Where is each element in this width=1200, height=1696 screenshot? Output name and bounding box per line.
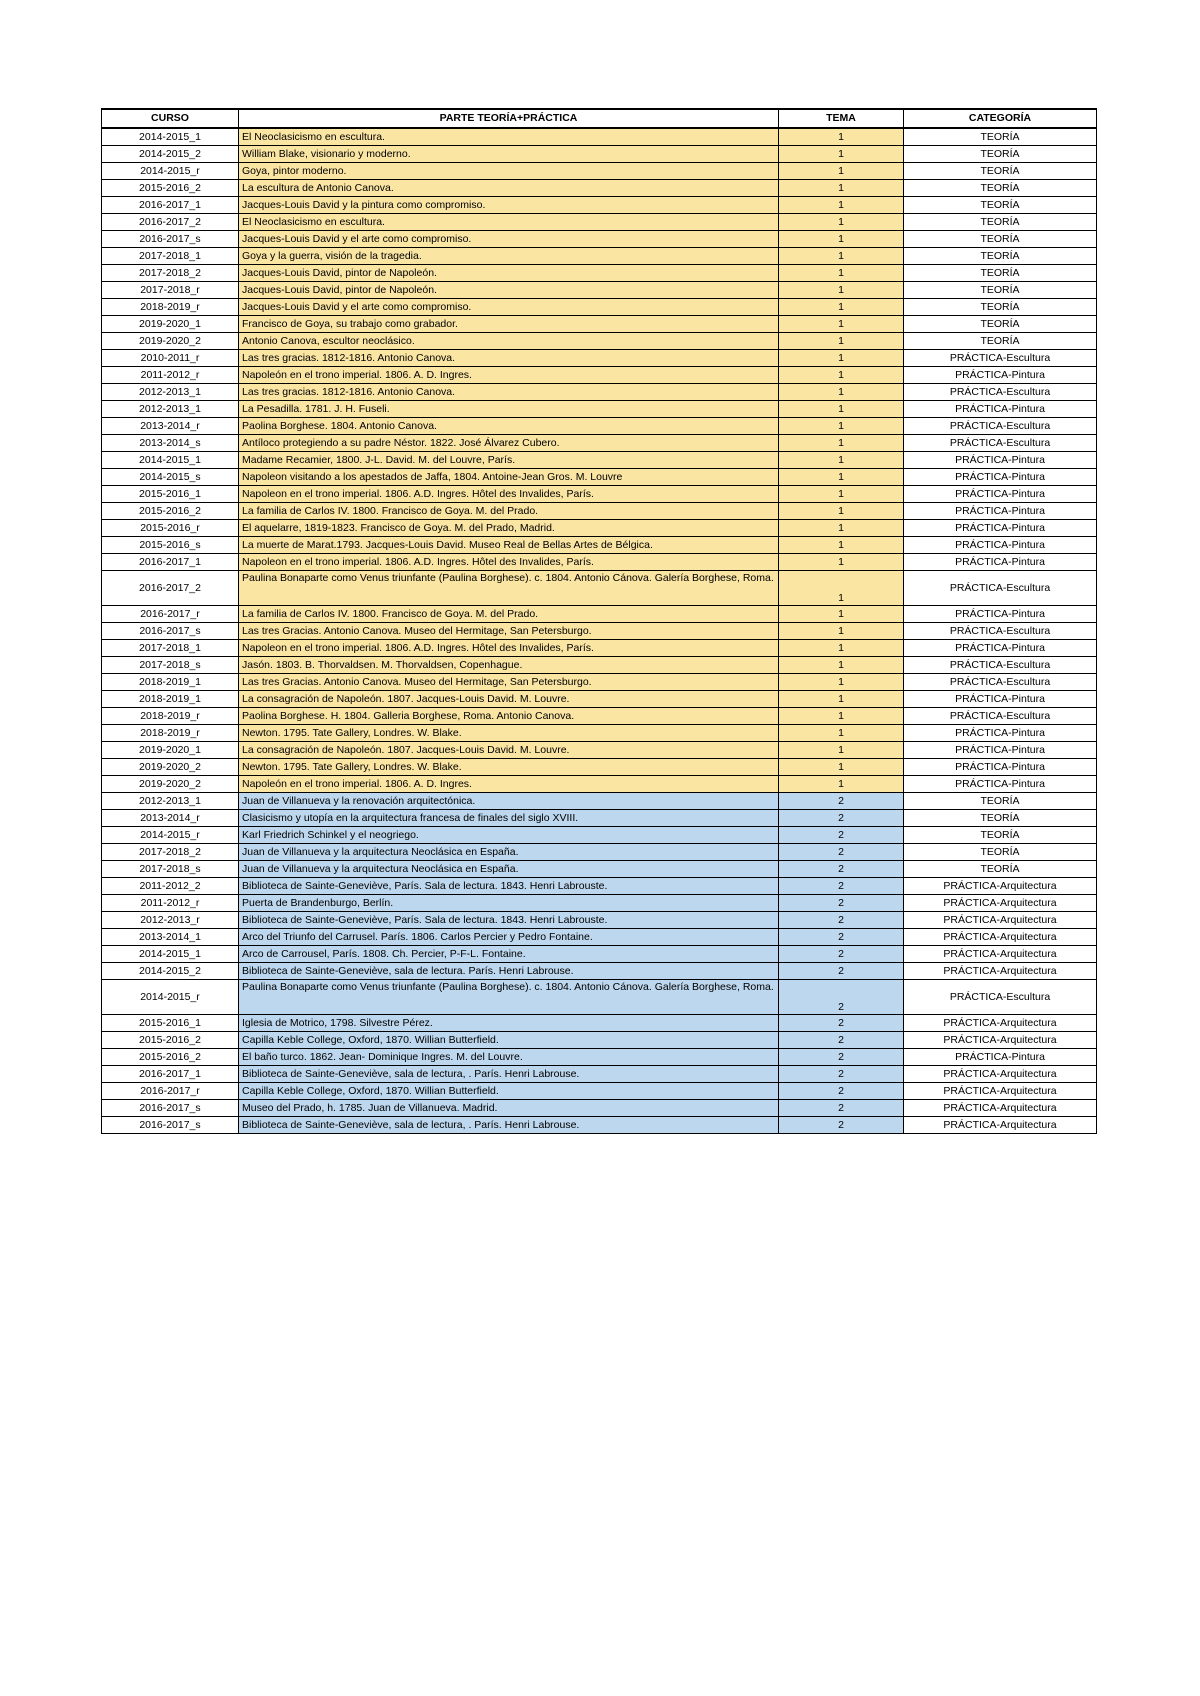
cell-parte: Biblioteca de Sainte-Geneviève, sala de lectura, . París. Henri Labrouse. bbox=[239, 1117, 779, 1134]
cell-tema: 2 bbox=[779, 946, 904, 963]
cell-parte: Jacques-Louis David, pintor de Napoleón. bbox=[239, 282, 779, 299]
cell-curso: 2014-2015_r bbox=[102, 163, 239, 180]
cell-curso: 2017-2018_2 bbox=[102, 844, 239, 861]
cell-categoria: TEORÍA bbox=[904, 248, 1097, 265]
table-row bbox=[102, 742, 1097, 759]
cell-curso: 2014-2015_s bbox=[102, 469, 239, 486]
table-row bbox=[102, 640, 1097, 657]
cell-curso: 2013-2014_1 bbox=[102, 929, 239, 946]
cell-parte: Arco del Triunfo del Carrusel. París. 1806. Carlos Percier y Pedro Fontaine. bbox=[239, 929, 779, 946]
cell-tema: 1 bbox=[779, 435, 904, 452]
cell-parte: La consagración de Napoleón. 1807. Jacques-Louis David. M. Louvre. bbox=[239, 742, 779, 759]
cell-categoria: PRÁCTICA-Arquitectura bbox=[904, 929, 1097, 946]
cell-parte: Las tres Gracias. Antonio Canova. Museo del Hermitage, San Petersburgo. bbox=[239, 674, 779, 691]
cell-parte: Juan de Villanueva y la arquitectura Neoclásica en España. bbox=[239, 861, 779, 878]
cell-categoria: PRÁCTICA-Arquitectura bbox=[904, 878, 1097, 895]
cell-tema: 1 bbox=[779, 486, 904, 503]
cell-tema: 1 bbox=[779, 401, 904, 418]
table-row bbox=[102, 163, 1097, 180]
cell-categoria: PRÁCTICA-Escultura bbox=[904, 384, 1097, 401]
table-row bbox=[102, 1083, 1097, 1100]
cell-categoria: PRÁCTICA-Pintura bbox=[904, 503, 1097, 520]
table-header bbox=[102, 109, 1097, 128]
table-row bbox=[102, 401, 1097, 418]
cell-categoria: TEORÍA bbox=[904, 316, 1097, 333]
cell-tema: 1 bbox=[779, 248, 904, 265]
cell-curso: 2014-2015_1 bbox=[102, 946, 239, 963]
cell-tema: 1 bbox=[779, 452, 904, 469]
cell-curso: 2016-2017_s bbox=[102, 1100, 239, 1117]
cell-curso: 2016-2017_s bbox=[102, 1117, 239, 1134]
cell-parte: La escultura de Antonio Canova. bbox=[239, 180, 779, 197]
cell-categoria: TEORÍA bbox=[904, 793, 1097, 810]
cell-categoria: TEORÍA bbox=[904, 810, 1097, 827]
cell-categoria: TEORÍA bbox=[904, 827, 1097, 844]
cell-parte: Newton. 1795. Tate Gallery, Londres. W. Blake. bbox=[239, 725, 779, 742]
cell-parte: Napoleon en el trono imperial. 1806. A.D. Ingres. Hôtel des Invalides, París. bbox=[239, 640, 779, 657]
spreadsheet-page bbox=[101, 108, 1096, 1134]
cell-tema: 1 bbox=[779, 776, 904, 793]
cell-curso: 2019-2020_2 bbox=[102, 776, 239, 793]
cell-categoria: PRÁCTICA-Escultura bbox=[904, 674, 1097, 691]
cell-curso: 2019-2020_1 bbox=[102, 316, 239, 333]
cell-parte: El Neoclasicismo en escultura. bbox=[239, 214, 779, 231]
table-row bbox=[102, 793, 1097, 810]
cell-categoria: TEORÍA bbox=[904, 299, 1097, 316]
cell-tema: 2 bbox=[779, 861, 904, 878]
cell-curso: 2015-2016_1 bbox=[102, 486, 239, 503]
cell-tema: 2 bbox=[779, 1049, 904, 1066]
cell-categoria: PRÁCTICA-Pintura bbox=[904, 452, 1097, 469]
cell-parte: Karl Friedrich Schinkel y el neogriego. bbox=[239, 827, 779, 844]
cell-curso: 2016-2017_2 bbox=[102, 214, 239, 231]
cell-curso: 2016-2017_s bbox=[102, 231, 239, 248]
cell-curso: 2018-2019_r bbox=[102, 299, 239, 316]
table-row bbox=[102, 384, 1097, 401]
cell-tema: 2 bbox=[779, 1083, 904, 1100]
cell-curso: 2018-2019_r bbox=[102, 725, 239, 742]
cell-curso: 2011-2012_r bbox=[102, 895, 239, 912]
cell-parte: Capilla Keble College, Oxford, 1870. Willian Butterfield. bbox=[239, 1032, 779, 1049]
table-row bbox=[102, 197, 1097, 214]
cell-parte: Jacques-Louis David, pintor de Napoleón. bbox=[239, 265, 779, 282]
table-row bbox=[102, 980, 1097, 1015]
cell-curso: 2019-2020_1 bbox=[102, 742, 239, 759]
cell-parte: William Blake, visionario y moderno. bbox=[239, 146, 779, 163]
cell-tema: 1 bbox=[779, 657, 904, 674]
cell-parte: La muerte de Marat.1793. Jacques-Louis David. Museo Real de Bellas Artes de Bélgica. bbox=[239, 537, 779, 554]
cell-tema: 2 bbox=[779, 912, 904, 929]
cell-categoria: PRÁCTICA-Arquitectura bbox=[904, 895, 1097, 912]
table-row bbox=[102, 265, 1097, 282]
cell-parte: Paolina Borghese. 1804. Antonio Canova. bbox=[239, 418, 779, 435]
table-row bbox=[102, 691, 1097, 708]
cell-categoria: PRÁCTICA-Pintura bbox=[904, 776, 1097, 793]
table-row bbox=[102, 912, 1097, 929]
cell-parte: Capilla Keble College, Oxford, 1870. Willian Butterfield. bbox=[239, 1083, 779, 1100]
cell-tema: 1 bbox=[779, 725, 904, 742]
cell-parte: Goya, pintor moderno. bbox=[239, 163, 779, 180]
cell-parte: Clasicismo y utopía en la arquitectura francesa de finales del siglo XVIII. bbox=[239, 810, 779, 827]
cell-tema: 1 bbox=[779, 674, 904, 691]
cell-categoria: PRÁCTICA-Pintura bbox=[904, 606, 1097, 623]
table-row bbox=[102, 333, 1097, 350]
table-row bbox=[102, 299, 1097, 316]
table-row bbox=[102, 282, 1097, 299]
cell-tema: 1 bbox=[779, 640, 904, 657]
cell-categoria: PRÁCTICA-Arquitectura bbox=[904, 946, 1097, 963]
cell-parte: Napoleon en el trono imperial. 1806. A.D. Ingres. Hôtel des Invalides, París. bbox=[239, 554, 779, 571]
table-row bbox=[102, 708, 1097, 725]
cell-parte: Goya y la guerra, visión de la tragedia. bbox=[239, 248, 779, 265]
cell-curso: 2012-2013_1 bbox=[102, 793, 239, 810]
table-row bbox=[102, 895, 1097, 912]
table-row bbox=[102, 946, 1097, 963]
table-row bbox=[102, 878, 1097, 895]
cell-curso: 2013-2014_r bbox=[102, 810, 239, 827]
cell-parte: Puerta de Brandenburgo, Berlín. bbox=[239, 895, 779, 912]
cell-categoria: TEORÍA bbox=[904, 128, 1097, 146]
cell-curso: 2018-2019_1 bbox=[102, 674, 239, 691]
cell-categoria: PRÁCTICA-Escultura bbox=[904, 708, 1097, 725]
header-categoria: CATEGORÍA bbox=[904, 109, 1097, 128]
cell-tema: 1 bbox=[779, 163, 904, 180]
cell-categoria: TEORÍA bbox=[904, 146, 1097, 163]
cell-categoria: TEORÍA bbox=[904, 197, 1097, 214]
cell-curso: 2014-2015_r bbox=[102, 980, 239, 1015]
cell-curso: 2011-2012_r bbox=[102, 367, 239, 384]
cell-tema: 1 bbox=[779, 708, 904, 725]
cell-parte: La consagración de Napoleón. 1807. Jacques-Louis David. M. Louvre. bbox=[239, 691, 779, 708]
cell-categoria: PRÁCTICA-Pintura bbox=[904, 725, 1097, 742]
cell-categoria: PRÁCTICA-Escultura bbox=[904, 571, 1097, 606]
cell-categoria: PRÁCTICA-Pintura bbox=[904, 759, 1097, 776]
cell-parte: La familia de Carlos IV. 1800. Francisco de Goya. M. del Prado. bbox=[239, 606, 779, 623]
cell-curso: 2014-2015_2 bbox=[102, 963, 239, 980]
cell-curso: 2015-2016_s bbox=[102, 537, 239, 554]
table-row bbox=[102, 623, 1097, 640]
cell-curso: 2011-2012_2 bbox=[102, 878, 239, 895]
cell-curso: 2017-2018_r bbox=[102, 282, 239, 299]
cell-tema: 1 bbox=[779, 537, 904, 554]
table-row bbox=[102, 844, 1097, 861]
cell-tema: 1 bbox=[779, 299, 904, 316]
cell-categoria: PRÁCTICA-Arquitectura bbox=[904, 963, 1097, 980]
cell-tema: 2 bbox=[779, 980, 904, 1015]
cell-categoria: PRÁCTICA-Escultura bbox=[904, 623, 1097, 640]
cell-tema: 1 bbox=[779, 571, 904, 606]
table-row bbox=[102, 486, 1097, 503]
cell-categoria: PRÁCTICA-Pintura bbox=[904, 691, 1097, 708]
cell-parte: Paulina Bonaparte como Venus triunfante (Paulina Borghese). c. 1804. Antonio Cánova. Galería Borghese, Roma. bbox=[239, 571, 779, 606]
cell-categoria: TEORÍA bbox=[904, 180, 1097, 197]
table-row bbox=[102, 606, 1097, 623]
table-row bbox=[102, 537, 1097, 554]
table-row bbox=[102, 146, 1097, 163]
table-row bbox=[102, 827, 1097, 844]
cell-categoria: PRÁCTICA-Arquitectura bbox=[904, 912, 1097, 929]
cell-categoria: TEORÍA bbox=[904, 333, 1097, 350]
cell-categoria: TEORÍA bbox=[904, 231, 1097, 248]
course-table bbox=[101, 108, 1097, 1134]
cell-parte: Napoleon en el trono imperial. 1806. A.D. Ingres. Hôtel des Invalides, París. bbox=[239, 486, 779, 503]
cell-parte: Biblioteca de Sainte-Geneviève, París. Sala de lectura. 1843. Henri Labrouste. bbox=[239, 878, 779, 895]
table-row bbox=[102, 248, 1097, 265]
cell-curso: 2016-2017_2 bbox=[102, 571, 239, 606]
table-row bbox=[102, 1032, 1097, 1049]
table-row bbox=[102, 1066, 1097, 1083]
cell-tema: 2 bbox=[779, 895, 904, 912]
cell-parte: Antonio Canova, escultor neoclásico. bbox=[239, 333, 779, 350]
table-row bbox=[102, 554, 1097, 571]
cell-tema: 2 bbox=[779, 844, 904, 861]
cell-tema: 1 bbox=[779, 197, 904, 214]
table-row bbox=[102, 963, 1097, 980]
table-row bbox=[102, 350, 1097, 367]
cell-categoria: TEORÍA bbox=[904, 844, 1097, 861]
cell-tema: 1 bbox=[779, 742, 904, 759]
cell-tema: 2 bbox=[779, 1015, 904, 1032]
header-row bbox=[102, 109, 1097, 128]
cell-curso: 2012-2013_1 bbox=[102, 384, 239, 401]
cell-parte: Biblioteca de Sainte-Geneviève, sala de lectura, . París. Henri Labrouse. bbox=[239, 1066, 779, 1083]
table-body bbox=[102, 128, 1097, 1134]
cell-categoria: PRÁCTICA-Arquitectura bbox=[904, 1100, 1097, 1117]
cell-parte: Paolina Borghese. H. 1804. Galleria Borghese, Roma. Antonio Canova. bbox=[239, 708, 779, 725]
cell-parte: Biblioteca de Sainte-Geneviève, París. Sala de lectura. 1843. Henri Labrouste. bbox=[239, 912, 779, 929]
cell-tema: 1 bbox=[779, 623, 904, 640]
cell-curso: 2017-2018_2 bbox=[102, 265, 239, 282]
cell-curso: 2010-2011_r bbox=[102, 350, 239, 367]
cell-tema: 2 bbox=[779, 1100, 904, 1117]
cell-parte: Las tres gracias. 1812-1816. Antonio Canova. bbox=[239, 384, 779, 401]
table-row bbox=[102, 776, 1097, 793]
cell-categoria: PRÁCTICA-Pintura bbox=[904, 401, 1097, 418]
table-row bbox=[102, 810, 1097, 827]
cell-curso: 2012-2013_1 bbox=[102, 401, 239, 418]
cell-categoria: PRÁCTICA-Pintura bbox=[904, 554, 1097, 571]
cell-parte: Las tres Gracias. Antonio Canova. Museo del Hermitage, San Petersburgo. bbox=[239, 623, 779, 640]
cell-parte: Newton. 1795. Tate Gallery, Londres. W. Blake. bbox=[239, 759, 779, 776]
cell-categoria: PRÁCTICA-Escultura bbox=[904, 657, 1097, 674]
cell-curso: 2015-2016_r bbox=[102, 520, 239, 537]
cell-categoria: PRÁCTICA-Arquitectura bbox=[904, 1015, 1097, 1032]
cell-parte: Francisco de Goya, su trabajo como grabador. bbox=[239, 316, 779, 333]
cell-curso: 2015-2016_2 bbox=[102, 180, 239, 197]
cell-categoria: PRÁCTICA-Pintura bbox=[904, 640, 1097, 657]
cell-categoria: PRÁCTICA-Pintura bbox=[904, 1049, 1097, 1066]
cell-parte: Jacques-Louis David y el arte como compromiso. bbox=[239, 231, 779, 248]
table-row bbox=[102, 128, 1097, 146]
table-row bbox=[102, 759, 1097, 776]
cell-categoria: PRÁCTICA-Pintura bbox=[904, 367, 1097, 384]
cell-categoria: TEORÍA bbox=[904, 265, 1097, 282]
cell-tema: 1 bbox=[779, 333, 904, 350]
cell-categoria: PRÁCTICA-Pintura bbox=[904, 486, 1097, 503]
cell-curso: 2013-2014_s bbox=[102, 435, 239, 452]
cell-curso: 2016-2017_r bbox=[102, 606, 239, 623]
cell-categoria: PRÁCTICA-Pintura bbox=[904, 537, 1097, 554]
cell-parte: La Pesadilla. 1781. J. H. Fuseli. bbox=[239, 401, 779, 418]
cell-tema: 1 bbox=[779, 231, 904, 248]
cell-categoria: TEORÍA bbox=[904, 282, 1097, 299]
cell-categoria: PRÁCTICA-Pintura bbox=[904, 469, 1097, 486]
cell-categoria: TEORÍA bbox=[904, 163, 1097, 180]
cell-parte: Iglesia de Motrico, 1798. Silvestre Pérez. bbox=[239, 1015, 779, 1032]
cell-tema: 2 bbox=[779, 878, 904, 895]
cell-curso: 2018-2019_1 bbox=[102, 691, 239, 708]
header-curso: CURSO bbox=[102, 109, 239, 128]
cell-curso: 2017-2018_1 bbox=[102, 248, 239, 265]
cell-parte: Napoleón en el trono imperial. 1806. A. D. Ingres. bbox=[239, 367, 779, 384]
cell-tema: 2 bbox=[779, 929, 904, 946]
table-row bbox=[102, 1049, 1097, 1066]
table-row bbox=[102, 657, 1097, 674]
cell-curso: 2015-2016_2 bbox=[102, 1032, 239, 1049]
table-row bbox=[102, 520, 1097, 537]
cell-tema: 1 bbox=[779, 759, 904, 776]
cell-tema: 2 bbox=[779, 1117, 904, 1134]
cell-curso: 2016-2017_r bbox=[102, 1083, 239, 1100]
cell-tema: 1 bbox=[779, 520, 904, 537]
cell-tema: 1 bbox=[779, 418, 904, 435]
cell-tema: 2 bbox=[779, 1066, 904, 1083]
cell-parte: Paulina Bonaparte como Venus triunfante (Paulina Borghese). c. 1804. Antonio Cánova. Galería Borghese, Roma. bbox=[239, 980, 779, 1015]
cell-categoria: PRÁCTICA-Escultura bbox=[904, 350, 1097, 367]
table-row bbox=[102, 1015, 1097, 1032]
cell-parte: Juan de Villanueva y la arquitectura Neoclásica en España. bbox=[239, 844, 779, 861]
cell-categoria: PRÁCTICA-Escultura bbox=[904, 418, 1097, 435]
cell-categoria: PRÁCTICA-Escultura bbox=[904, 435, 1097, 452]
table-row bbox=[102, 1100, 1097, 1117]
cell-tema: 1 bbox=[779, 180, 904, 197]
cell-curso: 2015-2016_2 bbox=[102, 503, 239, 520]
cell-categoria: PRÁCTICA-Pintura bbox=[904, 520, 1097, 537]
cell-tema: 2 bbox=[779, 963, 904, 980]
cell-tema: 1 bbox=[779, 554, 904, 571]
cell-parte: Arco de Carrousel, París. 1808. Ch. Percier, P-F-L. Fontaine. bbox=[239, 946, 779, 963]
table-row bbox=[102, 469, 1097, 486]
cell-tema: 1 bbox=[779, 384, 904, 401]
cell-parte: El baño turco. 1862. Jean- Dominique Ingres. M. del Louvre. bbox=[239, 1049, 779, 1066]
cell-tema: 1 bbox=[779, 367, 904, 384]
cell-tema: 1 bbox=[779, 606, 904, 623]
cell-categoria: PRÁCTICA-Escultura bbox=[904, 980, 1097, 1015]
table-row bbox=[102, 725, 1097, 742]
cell-tema: 1 bbox=[779, 146, 904, 163]
cell-curso: 2017-2018_s bbox=[102, 861, 239, 878]
cell-tema: 2 bbox=[779, 827, 904, 844]
cell-tema: 1 bbox=[779, 214, 904, 231]
cell-tema: 1 bbox=[779, 350, 904, 367]
cell-parte: Antíloco protegiendo a su padre Néstor. 1822. José Álvarez Cubero. bbox=[239, 435, 779, 452]
table-row bbox=[102, 316, 1097, 333]
cell-tema: 2 bbox=[779, 810, 904, 827]
cell-tema: 1 bbox=[779, 316, 904, 333]
cell-tema: 1 bbox=[779, 469, 904, 486]
cell-parte: El Neoclasicismo en escultura. bbox=[239, 128, 779, 146]
cell-curso: 2014-2015_1 bbox=[102, 128, 239, 146]
cell-tema: 2 bbox=[779, 793, 904, 810]
table-row bbox=[102, 1117, 1097, 1134]
cell-curso: 2015-2016_2 bbox=[102, 1049, 239, 1066]
cell-parte: Juan de Villanueva y la renovación arquitectónica. bbox=[239, 793, 779, 810]
cell-parte: Jasón. 1803. B. Thorvaldsen. M. Thorvaldsen, Copenhague. bbox=[239, 657, 779, 674]
cell-parte: La familia de Carlos IV. 1800. Francisco de Goya. M. del Prado. bbox=[239, 503, 779, 520]
cell-parte: Jacques-Louis David y la pintura como compromiso. bbox=[239, 197, 779, 214]
cell-tema: 1 bbox=[779, 128, 904, 146]
cell-curso: 2017-2018_s bbox=[102, 657, 239, 674]
cell-categoria: TEORÍA bbox=[904, 861, 1097, 878]
cell-categoria: PRÁCTICA-Arquitectura bbox=[904, 1066, 1097, 1083]
cell-categoria: PRÁCTICA-Arquitectura bbox=[904, 1083, 1097, 1100]
cell-tema: 1 bbox=[779, 503, 904, 520]
cell-curso: 2014-2015_2 bbox=[102, 146, 239, 163]
cell-curso: 2019-2020_2 bbox=[102, 333, 239, 350]
cell-parte: Jacques-Louis David y el arte como compromiso. bbox=[239, 299, 779, 316]
cell-tema: 1 bbox=[779, 691, 904, 708]
header-tema: TEMA bbox=[779, 109, 904, 128]
cell-categoria: TEORÍA bbox=[904, 214, 1097, 231]
cell-tema: 2 bbox=[779, 1032, 904, 1049]
cell-parte: Biblioteca de Sainte-Geneviève, sala de lectura. París. Henri Labrouse. bbox=[239, 963, 779, 980]
cell-curso: 2016-2017_s bbox=[102, 623, 239, 640]
cell-curso: 2013-2014_r bbox=[102, 418, 239, 435]
cell-parte: El aquelarre, 1819-1823. Francisco de Goya. M. del Prado, Madrid. bbox=[239, 520, 779, 537]
table-row bbox=[102, 231, 1097, 248]
table-row bbox=[102, 180, 1097, 197]
cell-tema: 1 bbox=[779, 265, 904, 282]
cell-parte: Napoleón en el trono imperial. 1806. A. D. Ingres. bbox=[239, 776, 779, 793]
cell-curso: 2015-2016_1 bbox=[102, 1015, 239, 1032]
cell-parte: Napoleon visitando a los apestados de Jaffa, 1804. Antoine-Jean Gros. M. Louvre bbox=[239, 469, 779, 486]
table-row bbox=[102, 435, 1097, 452]
cell-parte: Museo del Prado, h. 1785. Juan de Villanueva. Madrid. bbox=[239, 1100, 779, 1117]
header-parte: PARTE TEORÍA+PRÁCTICA bbox=[239, 109, 779, 128]
cell-curso: 2016-2017_1 bbox=[102, 197, 239, 214]
table-row bbox=[102, 214, 1097, 231]
cell-curso: 2018-2019_r bbox=[102, 708, 239, 725]
cell-curso: 2016-2017_1 bbox=[102, 554, 239, 571]
cell-parte: Madame Recamier, 1800. J-L. David. M. del Louvre, París. bbox=[239, 452, 779, 469]
table-row bbox=[102, 418, 1097, 435]
cell-categoria: PRÁCTICA-Arquitectura bbox=[904, 1117, 1097, 1134]
table-row bbox=[102, 367, 1097, 384]
cell-tema: 1 bbox=[779, 282, 904, 299]
cell-curso: 2017-2018_1 bbox=[102, 640, 239, 657]
cell-curso: 2019-2020_2 bbox=[102, 759, 239, 776]
table-row bbox=[102, 674, 1097, 691]
cell-curso: 2014-2015_r bbox=[102, 827, 239, 844]
table-row bbox=[102, 503, 1097, 520]
cell-curso: 2016-2017_1 bbox=[102, 1066, 239, 1083]
table-row bbox=[102, 929, 1097, 946]
cell-categoria: PRÁCTICA-Pintura bbox=[904, 742, 1097, 759]
table-row bbox=[102, 452, 1097, 469]
cell-curso: 2012-2013_r bbox=[102, 912, 239, 929]
cell-categoria: PRÁCTICA-Arquitectura bbox=[904, 1032, 1097, 1049]
cell-curso: 2014-2015_1 bbox=[102, 452, 239, 469]
table-row bbox=[102, 861, 1097, 878]
table-row bbox=[102, 571, 1097, 606]
cell-parte: Las tres gracias. 1812-1816. Antonio Canova. bbox=[239, 350, 779, 367]
